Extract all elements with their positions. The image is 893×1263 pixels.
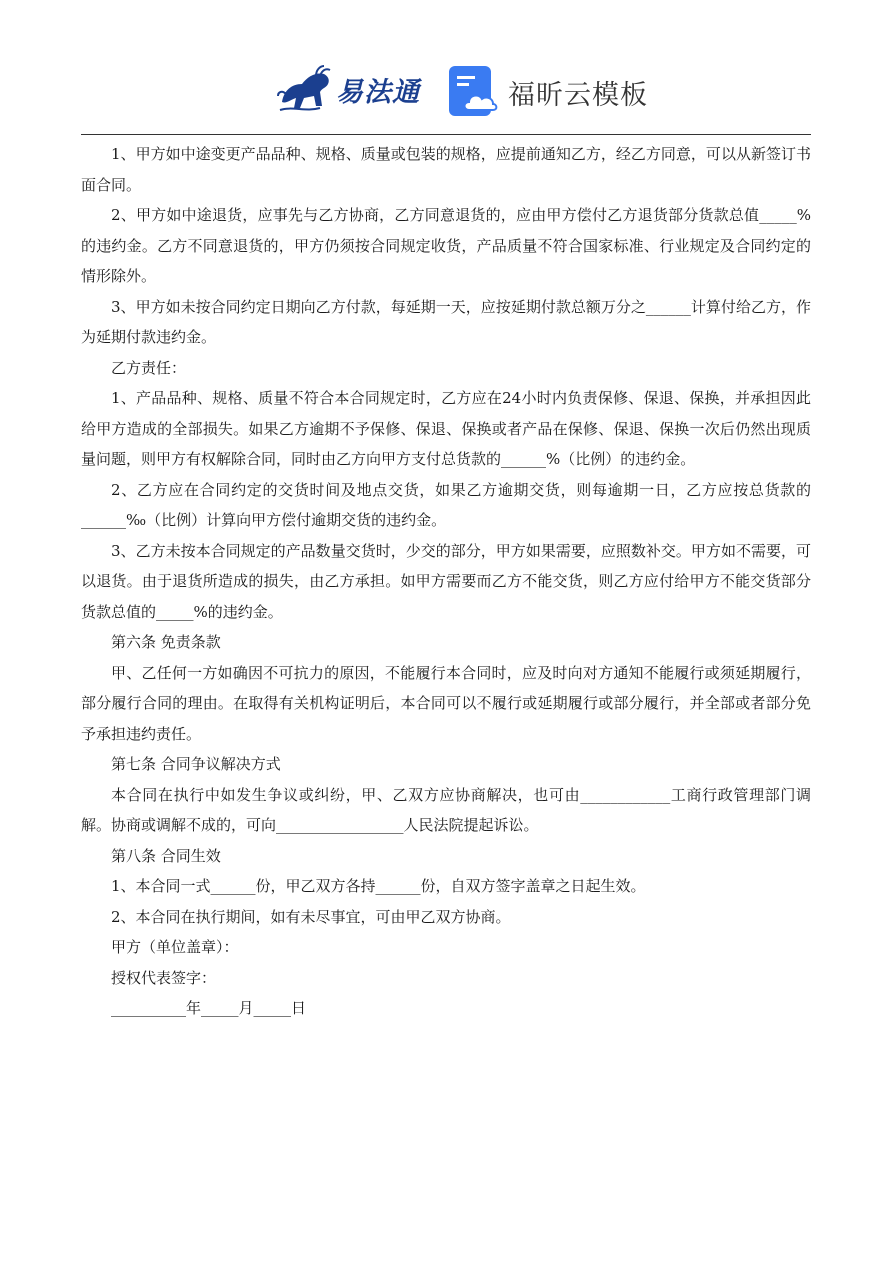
qilin-logo-icon xyxy=(276,64,334,114)
paragraph: 本合同在执行中如发生争议或纠纷，甲、乙双方应协商解决，也可由____________工商行政管理部门调解。协商或调解不成的，可向_________________人民法院提起诉讼。 xyxy=(81,785,811,834)
date-line: __________年_____月_____日 xyxy=(111,999,307,1017)
section-heading: 第七条 合同争议解决方式 xyxy=(111,755,281,773)
logo-right-text: 福昕云模板 xyxy=(508,79,648,111)
yifatong-logo xyxy=(276,62,428,116)
paragraph: 1、产品品种、规格、质量不符合本合同规定时，乙方应在24小时内负责保修、保退、保换，并承担因此给甲方造成的全部损失。如果乙方逾期不予保修、保退、保换或者产品在保修、保退、保换一次后仍然出现质量问题，则甲方有权解除合同，同时由乙方向甲方支付总货款的______%（比例）的违约金。 xyxy=(81,389,811,468)
paragraph: 3、甲方如未按合同约定日期向乙方付款，每延期一天，应按延期付款总额万分之______计算付给乙方，作为延期付款违约金。 xyxy=(81,297,811,346)
contract-body xyxy=(81,139,811,1024)
fuxin-logo xyxy=(449,64,648,120)
paragraph: 2、本合同在执行期间，如有未尽事宜，可由甲乙双方协商。 xyxy=(111,907,511,926)
signature-line: 授权代表签字： xyxy=(111,968,217,987)
signature-line: 甲方（单位盖章）： xyxy=(111,938,239,956)
section-heading: 第六条 免责条款 xyxy=(111,633,221,651)
paragraph: 1、本合同一式______份，甲乙双方各持______份，自双方签字盖章之日起生效。 xyxy=(111,877,646,895)
paragraph: 2、乙方应在合同约定的交货时间及地点交货，如果乙方逾期交货，则每逾期一日，乙方应按总货款的______‰（比例）计算向甲方偿付逾期交货的违约金。 xyxy=(81,480,811,529)
header-divider xyxy=(81,134,811,135)
section-heading: 乙方责任： xyxy=(111,358,187,377)
paragraph: 1、甲方如中途变更产品品种、规格、质量或包装的规格，应提前通知乙方，经乙方同意，可以从新签订书面合同。 xyxy=(81,145,811,194)
document-header xyxy=(0,0,893,132)
section-heading: 第八条 合同生效 xyxy=(111,846,221,865)
paragraph: 甲、乙任何一方如确因不可抗力的原因，不能履行本合同时，应及时向对方通知不能履行或须延期履行，部分履行合同的理由。在取得有关机构证明后，本合同可以不履行或延期履行或部分履行，并全部或者部分免予承担违约责任。 xyxy=(81,663,811,743)
paragraph: 2、甲方如中途退货，应事先与乙方协商，乙方同意退货的，应由甲方偿付乙方退货部分货款总值_____%的违约金。乙方不同意退货的，甲方仍须按合同规定收货，产品质量不符合国家标准、行业规定及合同约定的情形除外。 xyxy=(81,206,811,285)
logo-left-text: 易法通 xyxy=(336,76,420,108)
cloud-document-icon xyxy=(449,66,499,118)
paragraph: 3、乙方未按本合同规定的产品数量交货时，少交的部分，甲方如果需要，应照数补交。甲方如不需要，可以退货。由于退货所造成的损失，由乙方承担。如甲方需要而乙方不能交货，则乙方应付给甲方不能交货部分货款总值的_____%的违约金。 xyxy=(81,541,811,621)
